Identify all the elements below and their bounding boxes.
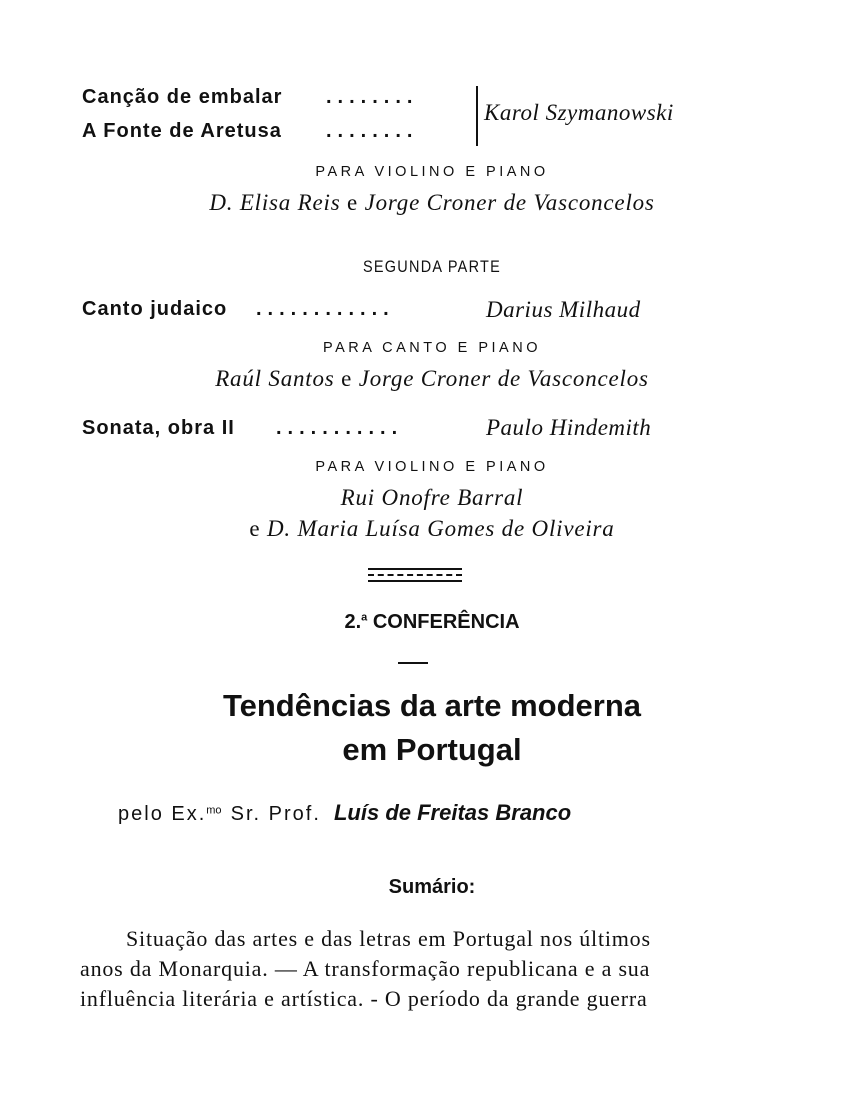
performer-name: D. Maria Luísa Gomes de Oliveira (267, 516, 615, 541)
composer-szymanowski: Karol Szymanowski (484, 100, 674, 125)
conjunction: e (249, 516, 261, 541)
piece-title-cancao: Canção de embalar (82, 86, 283, 108)
speaker-name: Luís de Freitas Branco (333, 800, 572, 825)
composer-milhaud: Darius Milhaud (486, 297, 641, 322)
by-title: Sr. Prof. (230, 803, 321, 825)
performers-line (0, 366, 864, 392)
instrumentation-label: PARA VIOLINO E PIANO (315, 459, 549, 475)
instrumentation-label: PARA CANTO E PIANO (323, 340, 541, 356)
conference-title-line1: Tendências da arte moderna (222, 688, 642, 723)
performer-name: Rui Onofre Barral (340, 485, 524, 510)
leader-dots: ............ (256, 298, 395, 320)
leader-dots: ........ (326, 120, 419, 142)
ornamental-rule (368, 568, 462, 570)
ordinal-suffix: a (361, 611, 368, 624)
by-superscript: mo (206, 804, 222, 817)
speaker-line (118, 800, 571, 826)
ornamental-rule (368, 574, 462, 576)
ornamental-rule (368, 580, 462, 582)
instrumentation-label: PARA VIOLINO E PIANO (315, 164, 549, 180)
leader-dots: ........... (276, 417, 404, 439)
performers-line (0, 516, 864, 542)
leader-dots: ........ (326, 86, 419, 108)
small-ornament (398, 662, 428, 664)
by-prefix: pelo Ex. (118, 803, 207, 825)
summary-line: influência literária e artística. - O período da grande guerra (80, 986, 648, 1011)
summary-line: anos da Monarquia. — A transformação republicana e a sua (80, 956, 651, 981)
summary-heading: Sumário: (388, 876, 476, 898)
conference-ordinal: 2. (344, 611, 362, 633)
performer-name: D. Elisa Reis (209, 190, 341, 215)
conjunction: e (341, 366, 353, 391)
piece-title-canto: Canto judaico (82, 298, 228, 320)
section-heading: SEGUNDA PARTE (362, 257, 502, 276)
conjunction: e (347, 190, 359, 215)
performer-name: Raúl Santos (215, 366, 335, 391)
performer-name: Jorge Croner de Vasconcelos (358, 366, 649, 391)
conference-label: CONFERÊNCIA (372, 611, 520, 633)
conference-number (0, 611, 864, 634)
brace-divider (466, 86, 478, 146)
conference-title-line2: em Portugal (342, 732, 522, 767)
piece-title-fonte: A Fonte de Aretusa (82, 120, 282, 142)
composer-hindemith: Paulo Hindemith (486, 415, 652, 440)
piece-title-sonata: Sonata, obra II (82, 417, 235, 439)
performer-name: Jorge Croner de Vasconcelos (364, 190, 655, 215)
performers-line (0, 190, 864, 216)
summary-line: Situação das artes e das letras em Portugal nos últimos (126, 926, 651, 951)
